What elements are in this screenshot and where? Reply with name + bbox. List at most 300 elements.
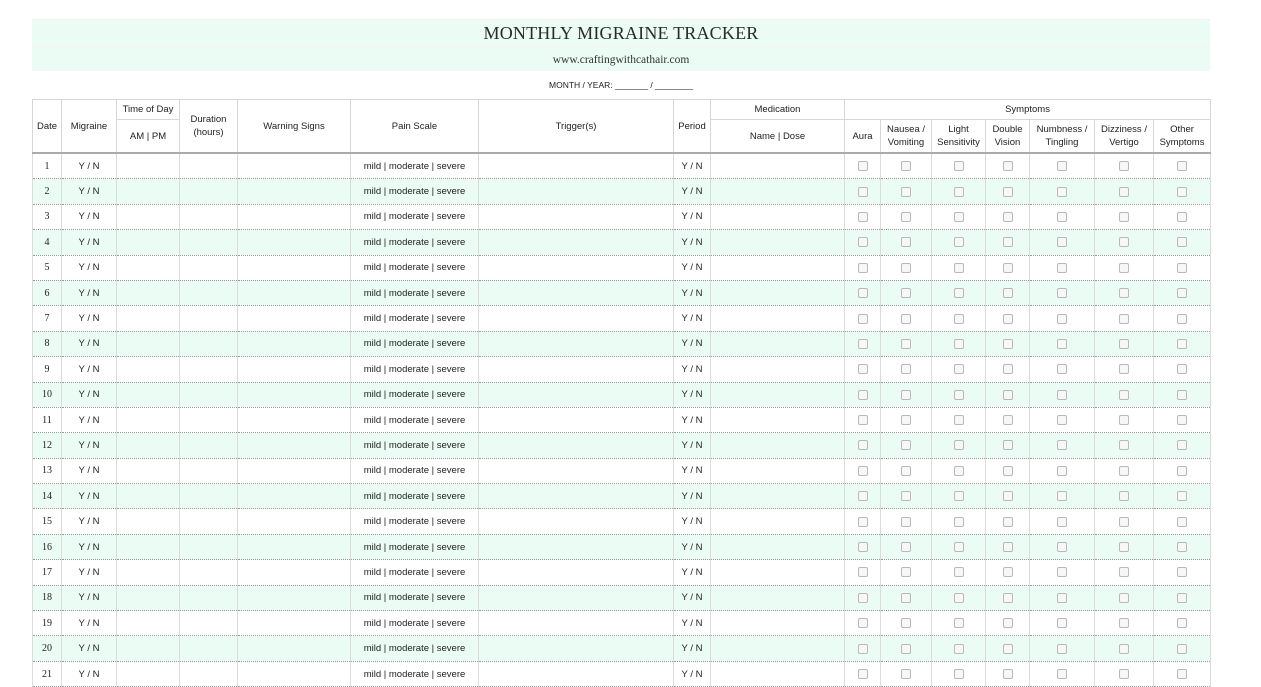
symptom-checkbox[interactable]: [954, 567, 964, 577]
warning-signs-cell[interactable]: [238, 509, 351, 534]
symptom-checkbox[interactable]: [1177, 466, 1187, 476]
migraine-cell[interactable]: Y / N: [62, 230, 117, 255]
symptom-checkbox[interactable]: [901, 161, 911, 171]
symptom-checkbox[interactable]: [1003, 263, 1013, 273]
symptom-checkbox[interactable]: [901, 517, 911, 527]
medication-cell[interactable]: [711, 357, 845, 382]
time-of-day-cell[interactable]: [117, 230, 180, 255]
pain-scale-cell[interactable]: mild | moderate | severe: [351, 611, 479, 636]
symptom-checkbox[interactable]: [1057, 669, 1067, 679]
warning-signs-cell[interactable]: [238, 560, 351, 585]
symptom-checkbox[interactable]: [1003, 593, 1013, 603]
symptom-checkbox[interactable]: [858, 288, 868, 298]
symptom-checkbox[interactable]: [954, 161, 964, 171]
symptom-checkbox[interactable]: [858, 542, 868, 552]
period-cell[interactable]: Y / N: [674, 407, 711, 432]
period-cell[interactable]: Y / N: [674, 585, 711, 610]
symptom-checkbox[interactable]: [858, 263, 868, 273]
pain-scale-cell[interactable]: mild | moderate | severe: [351, 204, 479, 229]
duration-cell[interactable]: [180, 636, 238, 661]
triggers-cell[interactable]: [479, 433, 674, 458]
duration-cell[interactable]: [180, 433, 238, 458]
medication-cell[interactable]: [711, 560, 845, 585]
symptom-checkbox[interactable]: [1057, 517, 1067, 527]
warning-signs-cell[interactable]: [238, 661, 351, 686]
symptom-checkbox[interactable]: [1057, 187, 1067, 197]
symptom-checkbox[interactable]: [1003, 466, 1013, 476]
pain-scale-cell[interactable]: mild | moderate | severe: [351, 407, 479, 432]
pain-scale-cell[interactable]: mild | moderate | severe: [351, 433, 479, 458]
symptom-checkbox[interactable]: [1003, 364, 1013, 374]
symptom-checkbox[interactable]: [901, 237, 911, 247]
symptom-checkbox[interactable]: [1057, 542, 1067, 552]
time-of-day-cell[interactable]: [117, 407, 180, 432]
duration-cell[interactable]: [180, 230, 238, 255]
symptom-checkbox[interactable]: [954, 364, 964, 374]
triggers-cell[interactable]: [479, 382, 674, 407]
symptom-checkbox[interactable]: [1003, 187, 1013, 197]
period-cell[interactable]: Y / N: [674, 280, 711, 305]
medication-cell[interactable]: [711, 636, 845, 661]
symptom-checkbox[interactable]: [1057, 212, 1067, 222]
pain-scale-cell[interactable]: mild | moderate | severe: [351, 509, 479, 534]
symptom-checkbox[interactable]: [1119, 237, 1129, 247]
medication-cell[interactable]: [711, 382, 845, 407]
medication-cell[interactable]: [711, 661, 845, 686]
symptom-checkbox[interactable]: [1177, 237, 1187, 247]
warning-signs-cell[interactable]: [238, 458, 351, 483]
symptom-checkbox[interactable]: [858, 339, 868, 349]
duration-cell[interactable]: [180, 585, 238, 610]
symptom-checkbox[interactable]: [1003, 314, 1013, 324]
warning-signs-cell[interactable]: [238, 585, 351, 610]
medication-cell[interactable]: [711, 585, 845, 610]
triggers-cell[interactable]: [479, 484, 674, 509]
symptom-checkbox[interactable]: [901, 288, 911, 298]
duration-cell[interactable]: [180, 306, 238, 331]
pain-scale-cell[interactable]: mild | moderate | severe: [351, 484, 479, 509]
triggers-cell[interactable]: [479, 661, 674, 686]
symptom-checkbox[interactable]: [954, 517, 964, 527]
triggers-cell[interactable]: [479, 534, 674, 559]
time-of-day-cell[interactable]: [117, 153, 180, 179]
symptom-checkbox[interactable]: [1003, 491, 1013, 501]
medication-cell[interactable]: [711, 458, 845, 483]
symptom-checkbox[interactable]: [858, 212, 868, 222]
symptom-checkbox[interactable]: [1177, 517, 1187, 527]
pain-scale-cell[interactable]: mild | moderate | severe: [351, 255, 479, 280]
medication-cell[interactable]: [711, 204, 845, 229]
triggers-cell[interactable]: [479, 585, 674, 610]
symptom-checkbox[interactable]: [1177, 618, 1187, 628]
triggers-cell[interactable]: [479, 636, 674, 661]
duration-cell[interactable]: [180, 458, 238, 483]
period-cell[interactable]: Y / N: [674, 230, 711, 255]
medication-cell[interactable]: [711, 331, 845, 356]
symptom-checkbox[interactable]: [1119, 263, 1129, 273]
migraine-cell[interactable]: Y / N: [62, 433, 117, 458]
symptom-checkbox[interactable]: [1119, 542, 1129, 552]
warning-signs-cell[interactable]: [238, 230, 351, 255]
symptom-checkbox[interactable]: [1003, 567, 1013, 577]
pain-scale-cell[interactable]: mild | moderate | severe: [351, 179, 479, 204]
symptom-checkbox[interactable]: [858, 466, 868, 476]
pain-scale-cell[interactable]: mild | moderate | severe: [351, 458, 479, 483]
duration-cell[interactable]: [180, 179, 238, 204]
pain-scale-cell[interactable]: mild | moderate | severe: [351, 636, 479, 661]
symptom-checkbox[interactable]: [1119, 669, 1129, 679]
triggers-cell[interactable]: [479, 306, 674, 331]
period-cell[interactable]: Y / N: [674, 331, 711, 356]
symptom-checkbox[interactable]: [1119, 288, 1129, 298]
symptom-checkbox[interactable]: [901, 491, 911, 501]
symptom-checkbox[interactable]: [1057, 314, 1067, 324]
symptom-checkbox[interactable]: [1177, 567, 1187, 577]
symptom-checkbox[interactable]: [1057, 339, 1067, 349]
migraine-cell[interactable]: Y / N: [62, 204, 117, 229]
migraine-cell[interactable]: Y / N: [62, 636, 117, 661]
symptom-checkbox[interactable]: [954, 288, 964, 298]
migraine-cell[interactable]: Y / N: [62, 585, 117, 610]
duration-cell[interactable]: [180, 407, 238, 432]
symptom-checkbox[interactable]: [1119, 466, 1129, 476]
symptom-checkbox[interactable]: [901, 187, 911, 197]
symptom-checkbox[interactable]: [1119, 390, 1129, 400]
migraine-cell[interactable]: Y / N: [62, 382, 117, 407]
symptom-checkbox[interactable]: [1119, 364, 1129, 374]
symptom-checkbox[interactable]: [1177, 542, 1187, 552]
symptom-checkbox[interactable]: [901, 212, 911, 222]
symptom-checkbox[interactable]: [954, 187, 964, 197]
warning-signs-cell[interactable]: [238, 534, 351, 559]
warning-signs-cell[interactable]: [238, 306, 351, 331]
symptom-checkbox[interactable]: [1177, 212, 1187, 222]
symptom-checkbox[interactable]: [1119, 187, 1129, 197]
period-cell[interactable]: Y / N: [674, 153, 711, 179]
symptom-checkbox[interactable]: [1057, 567, 1067, 577]
symptom-checkbox[interactable]: [1057, 440, 1067, 450]
migraine-cell[interactable]: Y / N: [62, 331, 117, 356]
warning-signs-cell[interactable]: [238, 153, 351, 179]
symptom-checkbox[interactable]: [1177, 669, 1187, 679]
period-cell[interactable]: Y / N: [674, 458, 711, 483]
duration-cell[interactable]: [180, 484, 238, 509]
symptom-checkbox[interactable]: [1057, 237, 1067, 247]
migraine-cell[interactable]: Y / N: [62, 509, 117, 534]
symptom-checkbox[interactable]: [901, 339, 911, 349]
migraine-cell[interactable]: Y / N: [62, 560, 117, 585]
time-of-day-cell[interactable]: [117, 433, 180, 458]
symptom-checkbox[interactable]: [954, 415, 964, 425]
medication-cell[interactable]: [711, 153, 845, 179]
time-of-day-cell[interactable]: [117, 636, 180, 661]
period-cell[interactable]: Y / N: [674, 179, 711, 204]
pain-scale-cell[interactable]: mild | moderate | severe: [351, 560, 479, 585]
symptom-checkbox[interactable]: [1119, 618, 1129, 628]
symptom-checkbox[interactable]: [1003, 212, 1013, 222]
period-cell[interactable]: Y / N: [674, 382, 711, 407]
symptom-checkbox[interactable]: [1177, 364, 1187, 374]
symptom-checkbox[interactable]: [901, 542, 911, 552]
migraine-cell[interactable]: Y / N: [62, 484, 117, 509]
warning-signs-cell[interactable]: [238, 636, 351, 661]
duration-cell[interactable]: [180, 661, 238, 686]
pain-scale-cell[interactable]: mild | moderate | severe: [351, 585, 479, 610]
triggers-cell[interactable]: [479, 611, 674, 636]
pain-scale-cell[interactable]: mild | moderate | severe: [351, 382, 479, 407]
medication-cell[interactable]: [711, 280, 845, 305]
symptom-checkbox[interactable]: [954, 390, 964, 400]
triggers-cell[interactable]: [479, 407, 674, 432]
period-cell[interactable]: Y / N: [674, 433, 711, 458]
symptom-checkbox[interactable]: [1003, 161, 1013, 171]
symptom-checkbox[interactable]: [901, 644, 911, 654]
migraine-cell[interactable]: Y / N: [62, 458, 117, 483]
symptom-checkbox[interactable]: [954, 440, 964, 450]
time-of-day-cell[interactable]: [117, 255, 180, 280]
symptom-checkbox[interactable]: [1119, 161, 1129, 171]
symptom-checkbox[interactable]: [1119, 567, 1129, 577]
period-cell[interactable]: Y / N: [674, 204, 711, 229]
time-of-day-cell[interactable]: [117, 280, 180, 305]
symptom-checkbox[interactable]: [901, 618, 911, 628]
period-cell[interactable]: Y / N: [674, 509, 711, 534]
time-of-day-cell[interactable]: [117, 534, 180, 559]
symptom-checkbox[interactable]: [954, 263, 964, 273]
symptom-checkbox[interactable]: [1177, 161, 1187, 171]
symptom-checkbox[interactable]: [954, 669, 964, 679]
medication-cell[interactable]: [711, 534, 845, 559]
warning-signs-cell[interactable]: [238, 484, 351, 509]
time-of-day-cell[interactable]: [117, 585, 180, 610]
symptom-checkbox[interactable]: [1177, 339, 1187, 349]
triggers-cell[interactable]: [479, 153, 674, 179]
symptom-checkbox[interactable]: [858, 593, 868, 603]
time-of-day-cell[interactable]: [117, 357, 180, 382]
medication-cell[interactable]: [711, 230, 845, 255]
duration-cell[interactable]: [180, 382, 238, 407]
migraine-cell[interactable]: Y / N: [62, 255, 117, 280]
duration-cell[interactable]: [180, 611, 238, 636]
symptom-checkbox[interactable]: [901, 390, 911, 400]
symptom-checkbox[interactable]: [1177, 644, 1187, 654]
symptom-checkbox[interactable]: [1177, 593, 1187, 603]
symptom-checkbox[interactable]: [858, 161, 868, 171]
symptom-checkbox[interactable]: [1119, 593, 1129, 603]
duration-cell[interactable]: [180, 153, 238, 179]
symptom-checkbox[interactable]: [954, 339, 964, 349]
warning-signs-cell[interactable]: [238, 433, 351, 458]
symptom-checkbox[interactable]: [954, 644, 964, 654]
time-of-day-cell[interactable]: [117, 661, 180, 686]
triggers-cell[interactable]: [479, 280, 674, 305]
medication-cell[interactable]: [711, 255, 845, 280]
time-of-day-cell[interactable]: [117, 179, 180, 204]
symptom-checkbox[interactable]: [1119, 415, 1129, 425]
migraine-cell[interactable]: Y / N: [62, 611, 117, 636]
migraine-cell[interactable]: Y / N: [62, 357, 117, 382]
warning-signs-cell[interactable]: [238, 357, 351, 382]
symptom-checkbox[interactable]: [1003, 669, 1013, 679]
symptom-checkbox[interactable]: [1003, 288, 1013, 298]
warning-signs-cell[interactable]: [238, 204, 351, 229]
migraine-cell[interactable]: Y / N: [62, 179, 117, 204]
symptom-checkbox[interactable]: [954, 212, 964, 222]
triggers-cell[interactable]: [479, 458, 674, 483]
warning-signs-cell[interactable]: [238, 331, 351, 356]
pain-scale-cell[interactable]: mild | moderate | severe: [351, 661, 479, 686]
symptom-checkbox[interactable]: [1003, 517, 1013, 527]
symptom-checkbox[interactable]: [1057, 390, 1067, 400]
symptom-checkbox[interactable]: [1003, 644, 1013, 654]
warning-signs-cell[interactable]: [238, 611, 351, 636]
symptom-checkbox[interactable]: [1057, 466, 1067, 476]
symptom-checkbox[interactable]: [901, 364, 911, 374]
time-of-day-cell[interactable]: [117, 458, 180, 483]
triggers-cell[interactable]: [479, 509, 674, 534]
symptom-checkbox[interactable]: [1119, 212, 1129, 222]
symptom-checkbox[interactable]: [1057, 364, 1067, 374]
period-cell[interactable]: Y / N: [674, 636, 711, 661]
time-of-day-cell[interactable]: [117, 560, 180, 585]
symptom-checkbox[interactable]: [858, 644, 868, 654]
symptom-checkbox[interactable]: [901, 567, 911, 577]
migraine-cell[interactable]: Y / N: [62, 306, 117, 331]
triggers-cell[interactable]: [479, 357, 674, 382]
symptom-checkbox[interactable]: [901, 440, 911, 450]
symptom-checkbox[interactable]: [901, 415, 911, 425]
warning-signs-cell[interactable]: [238, 382, 351, 407]
symptom-checkbox[interactable]: [1119, 491, 1129, 501]
symptom-checkbox[interactable]: [1057, 491, 1067, 501]
symptom-checkbox[interactable]: [954, 466, 964, 476]
symptom-checkbox[interactable]: [1119, 339, 1129, 349]
migraine-cell[interactable]: Y / N: [62, 280, 117, 305]
symptom-checkbox[interactable]: [1003, 542, 1013, 552]
medication-cell[interactable]: [711, 179, 845, 204]
duration-cell[interactable]: [180, 280, 238, 305]
period-cell[interactable]: Y / N: [674, 357, 711, 382]
symptom-checkbox[interactable]: [1003, 618, 1013, 628]
symptom-checkbox[interactable]: [901, 669, 911, 679]
symptom-checkbox[interactable]: [858, 440, 868, 450]
symptom-checkbox[interactable]: [901, 466, 911, 476]
symptom-checkbox[interactable]: [954, 593, 964, 603]
symptom-checkbox[interactable]: [1003, 237, 1013, 247]
period-cell[interactable]: Y / N: [674, 560, 711, 585]
period-cell[interactable]: Y / N: [674, 255, 711, 280]
symptom-checkbox[interactable]: [858, 517, 868, 527]
period-cell[interactable]: Y / N: [674, 306, 711, 331]
symptom-checkbox[interactable]: [1119, 517, 1129, 527]
duration-cell[interactable]: [180, 204, 238, 229]
symptom-checkbox[interactable]: [1177, 415, 1187, 425]
symptom-checkbox[interactable]: [858, 415, 868, 425]
migraine-cell[interactable]: Y / N: [62, 153, 117, 179]
medication-cell[interactable]: [711, 484, 845, 509]
duration-cell[interactable]: [180, 560, 238, 585]
pain-scale-cell[interactable]: mild | moderate | severe: [351, 306, 479, 331]
period-cell[interactable]: Y / N: [674, 611, 711, 636]
time-of-day-cell[interactable]: [117, 509, 180, 534]
medication-cell[interactable]: [711, 407, 845, 432]
time-of-day-cell[interactable]: [117, 204, 180, 229]
medication-cell[interactable]: [711, 433, 845, 458]
time-of-day-cell[interactable]: [117, 331, 180, 356]
symptom-checkbox[interactable]: [901, 314, 911, 324]
pain-scale-cell[interactable]: mild | moderate | severe: [351, 280, 479, 305]
period-cell[interactable]: Y / N: [674, 534, 711, 559]
duration-cell[interactable]: [180, 255, 238, 280]
symptom-checkbox[interactable]: [858, 567, 868, 577]
symptom-checkbox[interactable]: [1119, 644, 1129, 654]
symptom-checkbox[interactable]: [1119, 440, 1129, 450]
symptom-checkbox[interactable]: [1003, 390, 1013, 400]
symptom-checkbox[interactable]: [1057, 644, 1067, 654]
symptom-checkbox[interactable]: [858, 491, 868, 501]
triggers-cell[interactable]: [479, 179, 674, 204]
pain-scale-cell[interactable]: mild | moderate | severe: [351, 357, 479, 382]
symptom-checkbox[interactable]: [954, 237, 964, 247]
symptom-checkbox[interactable]: [858, 187, 868, 197]
migraine-cell[interactable]: Y / N: [62, 534, 117, 559]
symptom-checkbox[interactable]: [858, 314, 868, 324]
duration-cell[interactable]: [180, 534, 238, 559]
triggers-cell[interactable]: [479, 230, 674, 255]
symptom-checkbox[interactable]: [1057, 415, 1067, 425]
symptom-checkbox[interactable]: [858, 618, 868, 628]
triggers-cell[interactable]: [479, 331, 674, 356]
symptom-checkbox[interactable]: [1177, 440, 1187, 450]
symptom-checkbox[interactable]: [1003, 415, 1013, 425]
symptom-checkbox[interactable]: [954, 618, 964, 628]
warning-signs-cell[interactable]: [238, 407, 351, 432]
duration-cell[interactable]: [180, 509, 238, 534]
duration-cell[interactable]: [180, 357, 238, 382]
symptom-checkbox[interactable]: [1057, 161, 1067, 171]
symptom-checkbox[interactable]: [954, 542, 964, 552]
pain-scale-cell[interactable]: mild | moderate | severe: [351, 331, 479, 356]
warning-signs-cell[interactable]: [238, 255, 351, 280]
migraine-cell[interactable]: Y / N: [62, 661, 117, 686]
duration-cell[interactable]: [180, 331, 238, 356]
symptom-checkbox[interactable]: [901, 263, 911, 273]
symptom-checkbox[interactable]: [1057, 593, 1067, 603]
pain-scale-cell[interactable]: mild | moderate | severe: [351, 534, 479, 559]
symptom-checkbox[interactable]: [954, 491, 964, 501]
period-cell[interactable]: Y / N: [674, 661, 711, 686]
symptom-checkbox[interactable]: [1003, 339, 1013, 349]
medication-cell[interactable]: [711, 306, 845, 331]
period-cell[interactable]: Y / N: [674, 484, 711, 509]
medication-cell[interactable]: [711, 611, 845, 636]
migraine-cell[interactable]: Y / N: [62, 407, 117, 432]
medication-cell[interactable]: [711, 509, 845, 534]
symptom-checkbox[interactable]: [858, 669, 868, 679]
symptom-checkbox[interactable]: [1177, 491, 1187, 501]
symptom-checkbox[interactable]: [1057, 288, 1067, 298]
triggers-cell[interactable]: [479, 255, 674, 280]
symptom-checkbox[interactable]: [1057, 263, 1067, 273]
symptom-checkbox[interactable]: [1003, 440, 1013, 450]
time-of-day-cell[interactable]: [117, 382, 180, 407]
symptom-checkbox[interactable]: [858, 364, 868, 374]
triggers-cell[interactable]: [479, 560, 674, 585]
symptom-checkbox[interactable]: [858, 390, 868, 400]
symptom-checkbox[interactable]: [1177, 187, 1187, 197]
symptom-checkbox[interactable]: [1119, 314, 1129, 324]
symptom-checkbox[interactable]: [901, 593, 911, 603]
